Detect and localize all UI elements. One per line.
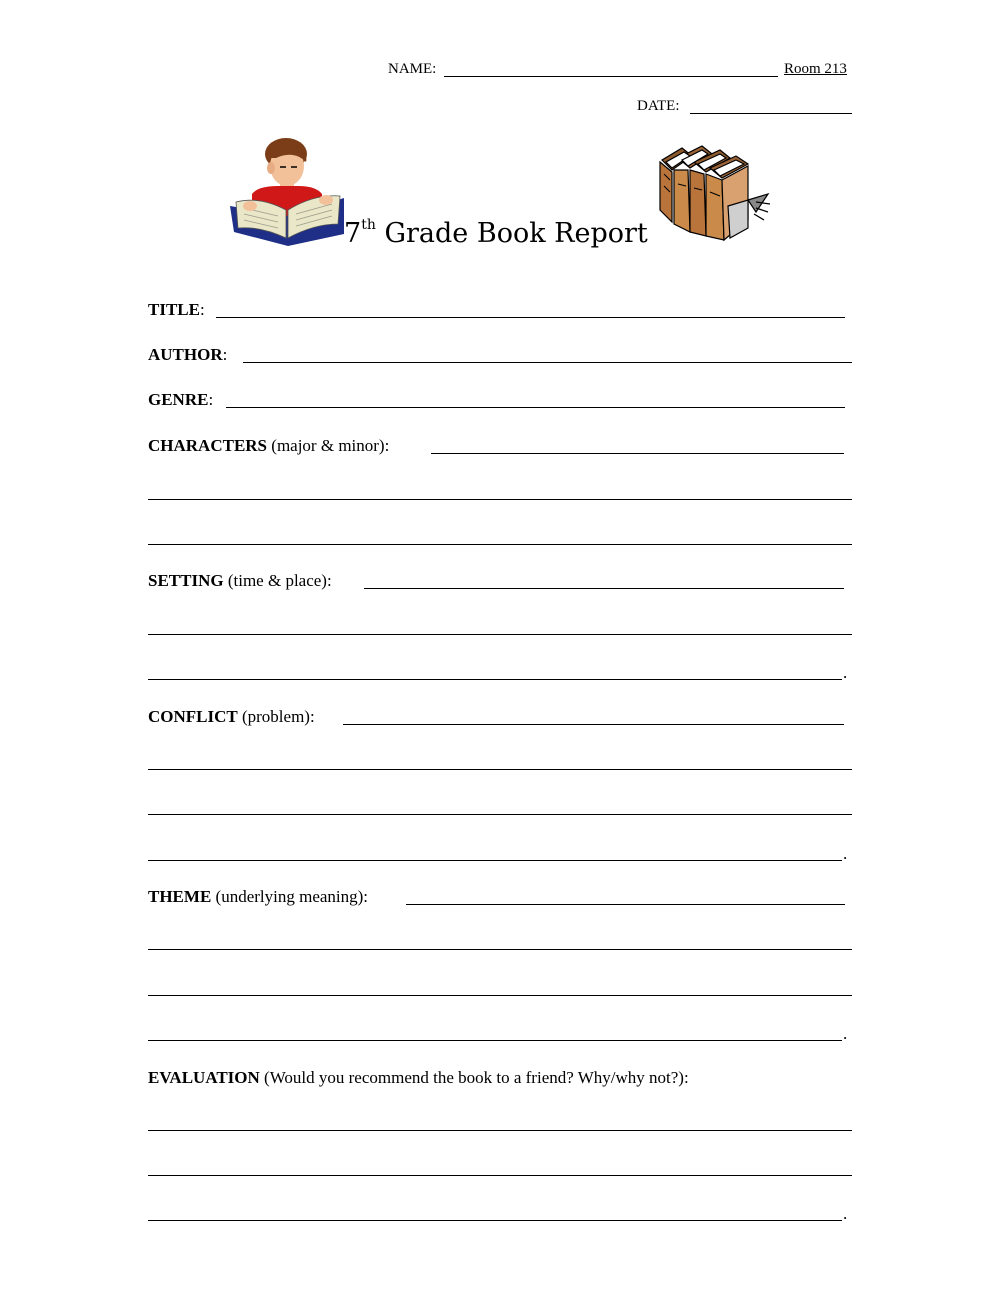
- author-field-line[interactable]: [243, 362, 852, 363]
- grade-suffix: th: [361, 217, 376, 233]
- theme-line-3[interactable]: [148, 995, 852, 996]
- theme-end-period: .: [843, 1024, 848, 1043]
- evaluation-line-3[interactable]: [148, 1220, 842, 1221]
- conflict-field-line[interactable]: [343, 724, 844, 725]
- genre-field-label: GENRE:: [148, 390, 214, 409]
- characters-line-2[interactable]: [148, 499, 852, 500]
- name-label: NAME:: [388, 61, 437, 77]
- date-line[interactable]: [690, 113, 852, 114]
- conflict-line-4[interactable]: [148, 860, 842, 861]
- setting-line-3[interactable]: [148, 679, 842, 680]
- conflict-line-2[interactable]: [148, 769, 852, 770]
- characters-line-3[interactable]: [148, 544, 852, 545]
- page-title: [344, 218, 648, 250]
- theme-field-label: THEME (underlying meaning):: [148, 887, 369, 906]
- books-stack-image: [656, 140, 772, 246]
- title-text: Grade Book Report: [384, 218, 648, 249]
- theme-field-line[interactable]: [406, 904, 845, 905]
- conflict-line-3[interactable]: [148, 814, 852, 815]
- evaluation-line-1[interactable]: [148, 1130, 852, 1131]
- conflict-field-label: CONFLICT (problem):: [148, 707, 315, 726]
- theme-line-2[interactable]: [148, 949, 852, 950]
- author-field-label: AUTHOR:: [148, 345, 228, 364]
- title-field-label: TITLE:: [148, 300, 205, 319]
- setting-end-period: .: [843, 663, 848, 682]
- characters-field-line[interactable]: [431, 453, 844, 454]
- setting-field-line[interactable]: [364, 588, 844, 589]
- date-label: DATE:: [637, 98, 680, 114]
- setting-field-label: SETTING (time & place):: [148, 571, 332, 590]
- conflict-end-period: .: [843, 844, 848, 863]
- theme-line-4[interactable]: [148, 1040, 842, 1041]
- genre-field-line[interactable]: [226, 407, 845, 408]
- grade-number: 7: [344, 218, 362, 249]
- boy-reading-image: [228, 136, 346, 248]
- title-field-line[interactable]: [216, 317, 845, 318]
- evaluation-field-label: EVALUATION (Would you recommend the book to a friend? Why/why not?):: [148, 1068, 689, 1087]
- evaluation-end-period: .: [843, 1204, 848, 1223]
- setting-line-2[interactable]: [148, 634, 852, 635]
- room-number: Room 213: [784, 61, 847, 77]
- characters-field-label: CHARACTERS (major & minor):: [148, 436, 390, 455]
- name-line[interactable]: [444, 76, 778, 77]
- evaluation-line-2[interactable]: [148, 1175, 852, 1176]
